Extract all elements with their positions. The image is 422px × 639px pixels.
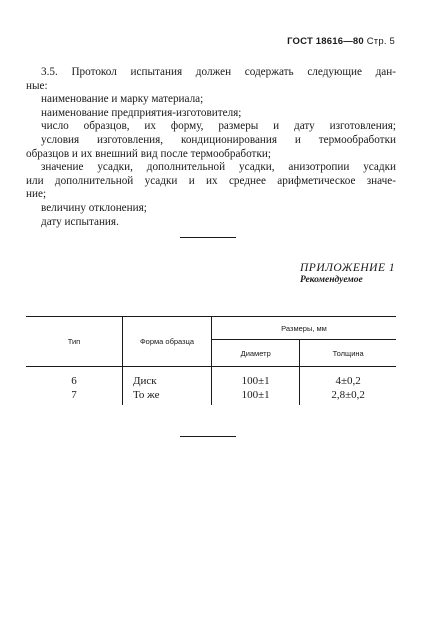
cell-type: 7: [26, 388, 123, 405]
list-item: условия изготовления, кондиционирования и термообработки: [41, 133, 396, 146]
list-item: число образцов, их форму, размеры и дату изготовления;: [41, 120, 396, 133]
appendix-title: ПРИЛОЖЕНИЕ 1: [300, 262, 396, 274]
header-diameter: Диаметр: [212, 340, 300, 367]
cell-type: 6: [26, 367, 123, 389]
protocol-section: [26, 66, 396, 229]
end-divider: [180, 436, 236, 437]
header-sizes: Размеры, мм: [212, 317, 397, 340]
list-item: величину отклонения;: [41, 201, 147, 214]
header-form: Форма образца: [123, 317, 212, 367]
page-number: Стр. 5: [366, 36, 395, 47]
cell-form: Диск: [123, 367, 212, 389]
cell-thickness: 2,8±0,2: [331, 389, 365, 401]
section-heading-line: 3.5. Протокол испытания должен содержать следующие дан-: [41, 66, 396, 78]
header-thickness: Толщина: [300, 340, 396, 367]
table-row: [26, 367, 396, 389]
list-item-continuation: ние;: [26, 188, 47, 201]
list-item-continuation: или дополнительной усадки и их среднее арифметическое значе-: [26, 174, 396, 187]
list-item: дату испытания.: [41, 215, 119, 228]
page-header: [287, 36, 395, 47]
appendix-heading: [300, 262, 395, 285]
appendix-subtitle: Рекомендуемое: [300, 275, 363, 285]
table-row: [26, 388, 396, 405]
cell-thickness: 4±0,2: [335, 375, 361, 387]
header-type: Тип: [26, 317, 123, 367]
list-item: значение усадки, дополнительной усадки, анизотропии усадки: [41, 161, 396, 174]
standard-number: ГОСТ 18616—80: [287, 36, 364, 47]
cell-form: То же: [123, 388, 212, 405]
list-item: наименование и марку материала;: [41, 93, 204, 106]
cell-diameter: 100±1: [212, 388, 300, 405]
text-line: ные:: [26, 79, 48, 92]
section-divider: [180, 237, 236, 238]
specimen-table: [26, 316, 396, 405]
list-item-continuation: образцов и их внешний вид после термообработки;: [26, 147, 271, 160]
list-item: наименование предприятия-изготовителя;: [41, 106, 242, 119]
cell-diameter: 100±1: [212, 367, 300, 389]
